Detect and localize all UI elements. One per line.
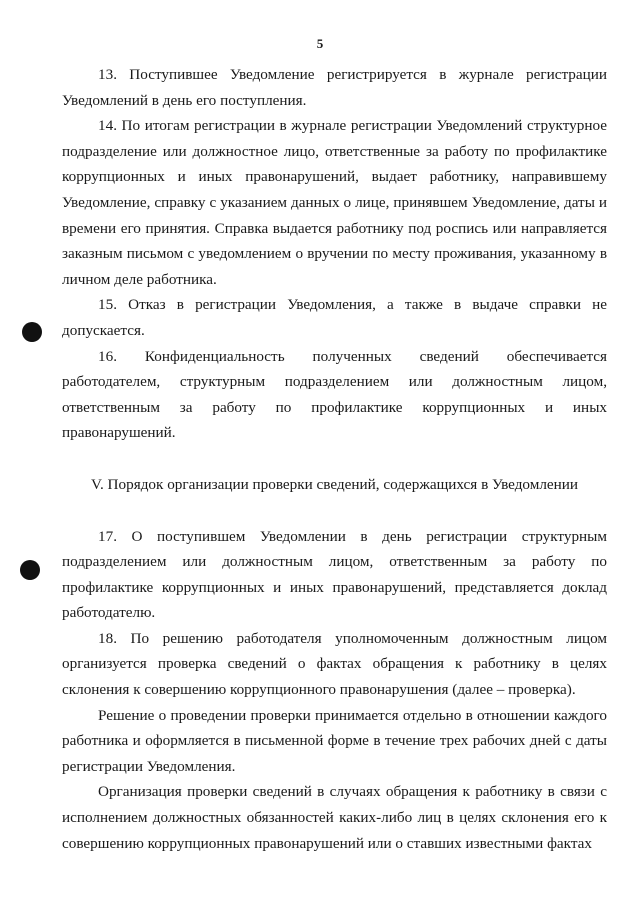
paragraph-16: 16. Конфиденциальность полученных сведений обеспечивается работодателем, структурным подразделением или должностным лицом, ответственным за работу по профилактике коррупционных и иных правонарушений. bbox=[62, 347, 607, 442]
page-number: 5 bbox=[316, 36, 324, 51]
paragraph-17: 17. О поступившем Уведомлении в день регистрации структурным подразделением или должностным лицом, ответственным за работу по профилактике коррупционных и иных правонарушений, представляется доклад работодателю. bbox=[62, 527, 607, 622]
paragraph-decision: Решение о проведении проверки принимается отдельно в отношении каждого работника и оформляется в письменной форме в течение трех рабочих дней с даты регистрации Уведомления. bbox=[62, 706, 607, 775]
paragraph-18: 18. По решению работодателя уполномоченным должностным лицом организуется проверка сведений о фактах обращения к работнику в целях склонения к совершению коррупционного правонарушения (далее – проверка). bbox=[62, 629, 607, 699]
paragraph-13: 13. Поступившее Уведомление регистрируется в журнале регистрации Уведомлений в день его поступления. bbox=[62, 66, 607, 109]
paragraph-15: 15. Отказ в регистрации Уведомления, а также в выдаче справки не допускается. bbox=[62, 296, 607, 339]
punch-hole bbox=[20, 560, 40, 580]
paragraph-organization: Организация проверки сведений в случаях обращения к работнику в связи с исполнением должностных обязанностей каких-либо лиц в целях склонения его к совершению коррупционных правонарушений или о ставших известными фактах bbox=[62, 783, 607, 852]
paragraph-14: 14. По итогам регистрации в журнале регистрации Уведомлений структурное подразделение или должностное лицо, ответственные за работу по профилактике коррупционных и иных правонарушений, выдает работнику, направившему Уведомление, справку с указанием данных о лице, принявшем Уведомление, даты и времени его принятия. Справка выдается работнику под роспись или направляется заказным письмом с уведомлением о вручении по месту проживания, указанному в личном деле работника. bbox=[62, 117, 607, 288]
section-heading: V. Порядок организации проверки сведений, содержащихся в Уведомлении bbox=[90, 475, 579, 493]
document-body bbox=[62, 62, 607, 856]
punch-hole bbox=[22, 322, 42, 342]
